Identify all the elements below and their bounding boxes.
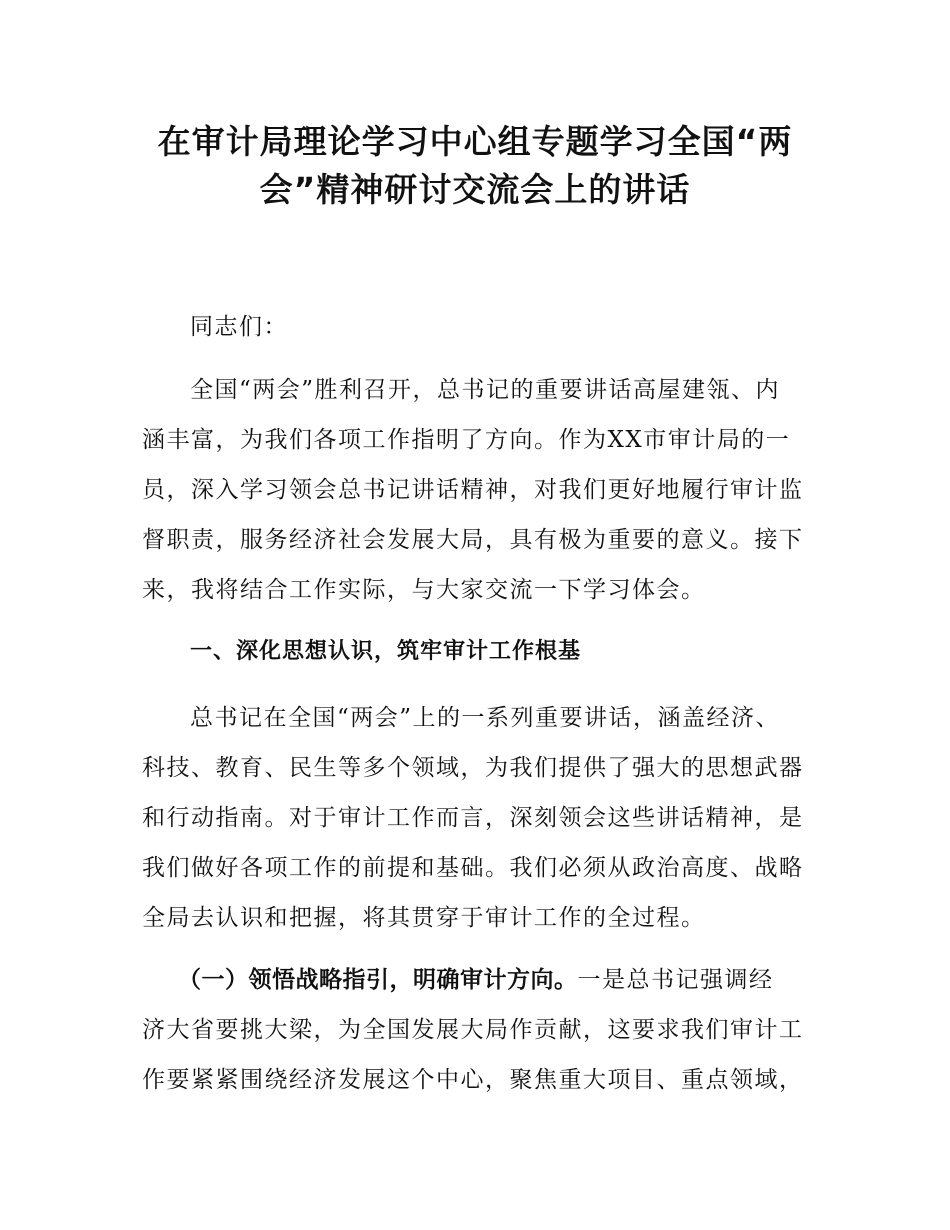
intro-line: 涵丰富，为我们各项工作指明了方向。作为XX市审计局的一 [142, 427, 791, 453]
section-1-line: 全局去认识和把握，将其贯穿于审计工作的全过程。 [142, 905, 706, 931]
subsection-1-heading: （一）领悟战略指引，明确审计方向。 [178, 967, 578, 993]
salutation [142, 302, 812, 352]
section-1-line: 我们做好各项工作的前提和基础。我们必须从政治高度、战略 [142, 855, 804, 881]
intro-line: 来，我将结合工作实际，与大家交流一下学习体会。 [142, 577, 706, 603]
section-1-paragraph [142, 693, 812, 943]
document-title [140, 118, 810, 214]
subsection-1-line: 济大省要挑大梁，为全国发展大局作贡献，这要求我们审计工 [142, 1017, 804, 1043]
intro-line: 员，深入学习领会总书记讲话精神，对我们更好地履行审计监 [142, 477, 804, 503]
title-line-2: 会”精神研讨交流会上的讲话 [259, 170, 691, 209]
section-1-line: 科技、教育、民生等多个领域，为我们提供了强大的思想武器 [142, 755, 804, 781]
intro-line: 全国“两会”胜利召开，总书记的重要讲话高屋建瓴、内 [190, 377, 781, 403]
section-1-line: 总书记在全国“两会”上的一系列重要讲话，涵盖经济、 [190, 705, 781, 731]
title-line-1: 在审计局理论学习中心组专题学习全国“两 [157, 122, 793, 161]
subsection-1-first-rest: 一是总书记强调经 [577, 967, 774, 993]
subsection-1-paragraph [142, 955, 812, 1105]
subsection-1-first-line [142, 955, 812, 1005]
section-1-line: 和行动指南。对于审计工作而言，深刻领会这些讲话精神，是 [142, 805, 804, 831]
subsection-1-line: 作要紧紧围绕经济发展这个中心，聚焦重大项目、重点领域， [142, 1067, 804, 1093]
intro-paragraph [142, 365, 812, 615]
section-1-heading: 一、深化思想认识，筑牢审计工作根基 [190, 639, 582, 664]
salutation-text: 同志们： [190, 314, 288, 340]
intro-line: 督职责，服务经济社会发展大局，具有极为重要的意义。接下 [142, 527, 804, 553]
